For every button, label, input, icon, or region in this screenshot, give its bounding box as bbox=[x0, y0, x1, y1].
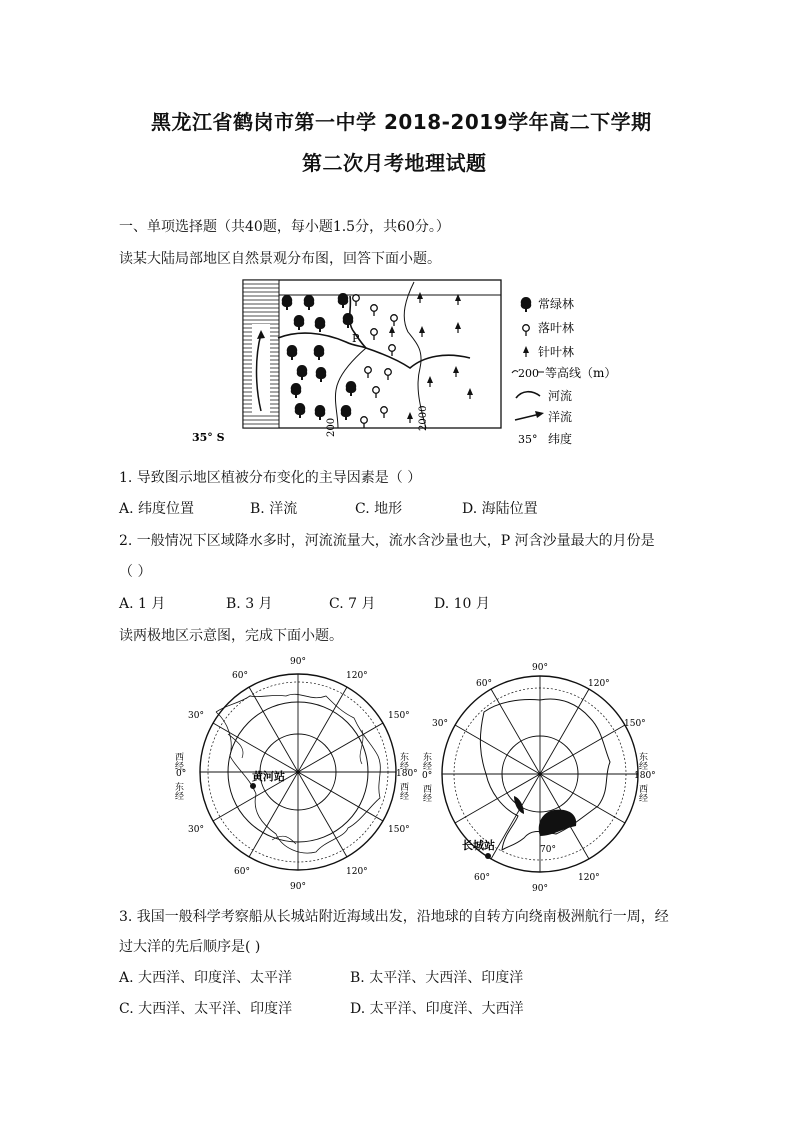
question-2-stem: 2. 一般情况下区域降水多时，河流流量大，流水含沙量也大，P 河含沙量最大的月份是 bbox=[119, 533, 655, 549]
changcheng-station: 长城站 bbox=[462, 839, 495, 852]
n-left-zero: 0° bbox=[176, 769, 187, 779]
n-lon-150-br: 150° bbox=[388, 825, 410, 835]
n-right-east: 东经 bbox=[398, 752, 408, 770]
question-3-option-d[interactable]: D. 太平洋、印度洋、大西洋 bbox=[350, 1001, 524, 1017]
question-2-stem-cont: （ ） bbox=[119, 564, 152, 580]
s-lon-120-br: 120° bbox=[578, 873, 600, 883]
question-3-option-a[interactable]: A. 大西洋、印度洋、太平洋 bbox=[119, 970, 293, 986]
s-lon-90-bottom: 90° bbox=[532, 884, 548, 894]
vegetation-map bbox=[188, 276, 617, 450]
n-right-west: 西经 bbox=[398, 782, 408, 800]
s-left-zero: 0° bbox=[422, 771, 433, 781]
n-lon-30-tl: 30° bbox=[188, 711, 204, 721]
changcheng-station-marker bbox=[485, 853, 491, 859]
question-1-option-d[interactable]: D. 海陆位置 bbox=[462, 501, 538, 517]
n-left-west: 西经 bbox=[173, 752, 183, 770]
s-lon-120-tr: 120° bbox=[588, 679, 610, 689]
question-2-option-b[interactable]: B. 3 月 bbox=[226, 596, 273, 612]
question-2-option-d[interactable]: D. 10 月 bbox=[434, 596, 490, 612]
s-lon-60-tl: 60° bbox=[476, 679, 492, 689]
n-lon-90-bottom: 90° bbox=[290, 882, 306, 892]
huanghe-station: 黄河站 bbox=[252, 770, 285, 783]
legend-deciduous: 落叶林 bbox=[538, 321, 575, 335]
legend bbox=[512, 296, 616, 446]
question-1-option-b[interactable]: B. 洋流 bbox=[250, 501, 298, 517]
ice-shelf bbox=[539, 810, 576, 836]
n-lon-90-top: 90° bbox=[290, 657, 306, 667]
legend-river: 河流 bbox=[548, 389, 573, 403]
n-lon-30-bl: 30° bbox=[188, 825, 204, 835]
section-heading: 一、单项选择题（共40题，每小题1.5分，共60分。） bbox=[119, 219, 450, 235]
contour-label-200: 200 bbox=[326, 417, 337, 437]
n-left-east: 东经 bbox=[173, 782, 183, 800]
s-right-east: 东经 bbox=[637, 752, 647, 770]
north-polar-map bbox=[173, 652, 422, 892]
question-2-option-c[interactable]: C. 7 月 bbox=[329, 596, 376, 612]
s-left-east: 东经 bbox=[421, 752, 431, 770]
question-3-option-b[interactable]: B. 太平洋、大西洋、印度洋 bbox=[350, 970, 524, 986]
huanghe-station-marker bbox=[250, 783, 256, 789]
legend-latitude-value: 35° bbox=[518, 433, 538, 446]
legend-contour: 等高线（m） bbox=[545, 366, 617, 380]
s-lon-90-top: 90° bbox=[532, 663, 548, 673]
map2-intro: 读两极地区示意图，完成下面小题。 bbox=[119, 628, 343, 644]
contour-label-2000: 2000 bbox=[418, 405, 429, 431]
n-lon-120-br: 120° bbox=[346, 867, 368, 877]
question-3-stem: 3. 我国一般科学考察船从长城站附近海域出发，沿地球的自转方向绕南极洲航行一周，经 bbox=[119, 909, 669, 925]
s-lon-30-tl: 30° bbox=[432, 719, 448, 729]
s-lat-70: 70° bbox=[540, 845, 556, 855]
legend-evergreen: 常绿林 bbox=[538, 297, 575, 311]
question-1-option-a[interactable]: A. 纬度位置 bbox=[119, 501, 195, 517]
map1-intro: 读某大陆局部地区自然景观分布图，回答下面小题。 bbox=[119, 251, 441, 267]
s-right-180: 180° bbox=[634, 771, 656, 781]
question-1-option-c[interactable]: C. 地形 bbox=[355, 501, 403, 517]
point-p: P bbox=[352, 332, 360, 345]
s-lon-60-bl: 60° bbox=[474, 873, 490, 883]
question-3-stem-cont: 过大洋的先后顺序是( ) bbox=[119, 939, 261, 955]
legend-latitude: 纬度 bbox=[548, 432, 573, 446]
n-lon-60-bl: 60° bbox=[234, 867, 250, 877]
latitude-35s: 35° S bbox=[192, 431, 225, 444]
s-lon-150-tr: 150° bbox=[624, 719, 646, 729]
s-left-west: 西经 bbox=[421, 784, 431, 802]
question-3-option-c[interactable]: C. 大西洋、太平洋、印度洋 bbox=[119, 1001, 293, 1017]
south-polar-map bbox=[421, 658, 656, 894]
page-subtitle: 第二次月考地理试题 bbox=[302, 151, 487, 175]
n-lon-120-tr: 120° bbox=[346, 671, 368, 681]
n-right-180: 180° bbox=[396, 769, 418, 779]
legend-conifer: 针叶林 bbox=[538, 345, 575, 359]
n-lon-150-tr: 150° bbox=[388, 711, 410, 721]
question-2-option-a[interactable]: A. 1 月 bbox=[119, 596, 166, 612]
legend-contour-value: 200 bbox=[518, 367, 539, 380]
legend-current: 洋流 bbox=[548, 410, 573, 424]
s-right-west: 西经 bbox=[637, 784, 647, 802]
page-title: 黑龙江省鹤岗市第一中学 2018-2019学年高二下学期 bbox=[151, 110, 652, 134]
ocean-hatch bbox=[243, 280, 279, 428]
map-frame bbox=[243, 280, 501, 428]
question-1-stem: 1. 导致图示地区植被分布变化的主导因素是（ ） bbox=[119, 470, 422, 486]
n-lon-60-tl: 60° bbox=[232, 671, 248, 681]
